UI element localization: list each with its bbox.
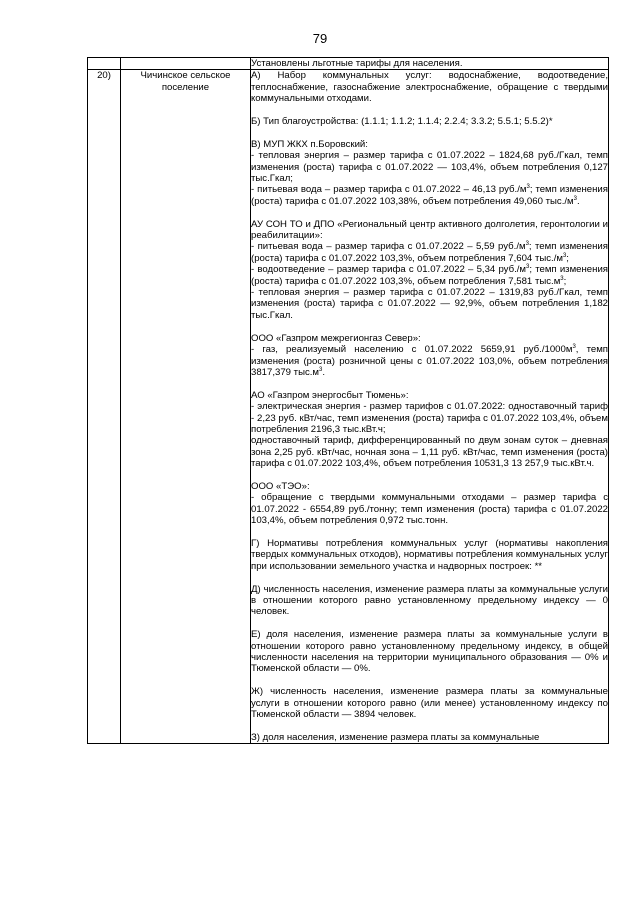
paragraph: - газ, реализуемый населению с 01.07.2022 5659,91 $руб./1000м^3$, темп изменения (роста) розничной цены с 01.07.2022 103,0%, объем потребления 3817,379 $тыс.м^3$.	[251, 343, 609, 378]
tariff-table	[87, 57, 609, 744]
paragraph-gap	[251, 378, 608, 389]
continuation-text: Установлены льготные тарифы для населения.	[251, 58, 463, 69]
details-blocks	[251, 70, 608, 743]
paragraph-gap	[251, 527, 608, 538]
paragraph: - тепловая энергия – размер тарифа с 01.07.2022 – 1319,83 руб./Гкал, темп изменения (роста) тарифа с 01.07.2022 — 92,9%, объем потребления 1,182 тыс.Гкал.	[251, 287, 608, 321]
row-number: 20)	[88, 70, 121, 744]
table-row-continuation	[88, 58, 609, 70]
paragraph: - электрическая энергия - размер тарифов с 01.07.2022: одноставочный тариф - 2,23 руб. кВт/час, темп изменения (роста) тарифа с 01.07.2022 103,4%, объем потребления 2196,3 тыс.кВт.ч;	[251, 401, 608, 435]
paragraph-gap	[251, 207, 608, 218]
paragraph: Ж) численность населения, изменение размера платы за коммунальные услуги в отношении которого равно (или менее) установленному индексу по Тюменской области — 3894 человек.	[251, 686, 608, 720]
table-row-settlement	[88, 70, 609, 744]
paragraph: Д) численность населения, изменение размера платы за коммунальные услуги в отношении которого равно установленному предельному индексу — 0 человек.	[251, 583, 608, 618]
settlement-name: Чичинское сельское поселение	[121, 70, 251, 744]
paragraph: З) доля населения, изменение размера платы за коммунальные	[251, 731, 540, 743]
paragraph-gap	[251, 127, 608, 138]
paragraph-gap	[251, 321, 608, 332]
page-number: 79	[312, 31, 328, 46]
paragraph-gap	[251, 720, 608, 731]
paragraph: одноставочный тариф, дифференцированный по двум зонам суток – дневная зона 2,25 руб. кВт/час, ночная зона – 1,11 руб. кВт/час, темп изменения (роста) тарифа с 01.07.2022 103,4%, объем потребления 10531,3 13 257,9 тыс.кВт.ч.	[251, 435, 608, 470]
text-cell	[251, 58, 609, 70]
paragraph: А) Набор коммунальных услуг: водоснабжение, водоотведение, теплоснабжение, газоснабжение электроснабжение, обращение с твердыми коммунальными отходами.	[251, 70, 608, 105]
paragraph: - тепловая энергия – размер тарифа с 01.07.2022 – 1824,68 руб./Гкал, темп изменения (роста) тарифа с 01.07.2022 — 103,4%, объем потребления 0,127 тыс.Гкал;	[251, 150, 608, 185]
paragraph: В) МУП ЖКХ п.Боровский:	[251, 138, 368, 150]
paragraph: АО «Газпром энергосбыт Тюмень»:	[251, 389, 409, 401]
paragraph: ООО «ТЭО»:	[251, 480, 310, 492]
paragraph: АУ СОН ТО и ДПО «Региональный центр активного долголетия, геронтологии и реабилитации»:	[251, 218, 608, 242]
paragraph-gap	[251, 572, 608, 583]
paragraph: - питьевая вода – размер тарифа с 01.07.2022 – 5,59 $руб./м^3$; темп изменения (роста) тарифа с 01.07.2022 103,3%, объем потребления 7,604 $тыс./м^3$;	[251, 241, 608, 264]
paragraph: - питьевая вода – размер тарифа с 01.07.2022 – 46,13 $руб./м^3$; темп изменения (роста) тарифа с 01.07.2022 103,38%, объем потребления 49,060 $тыс./м^3$.	[251, 184, 608, 207]
paragraph-gap	[251, 618, 608, 629]
paragraph-gap	[251, 105, 608, 116]
details-cell	[251, 70, 609, 744]
paragraph: Б) Тип благоустройства: (1.1.1; 1.1.2; 1.1.4; 2.2.4; 3.3.2; 5.5.1; 5.5.2)*	[251, 116, 553, 128]
paragraph: ООО «Газпром межрегионгаз Север»:	[251, 332, 421, 344]
settlement-cell	[121, 58, 251, 70]
paragraph: - обращение с твердыми коммунальными отходами – размер тарифа с 01.07.2022 - 6554,89 руб./тонну; темп изменения (роста) тарифа с 01.07.2022 103,4%, объем потребления 0,972 тыс.тонн.	[251, 492, 608, 527]
paragraph: - водоотведение – размер тарифа с 01.07.2022 – 5,34 $руб./м^3$; темп изменения (роста) тарифа с 01.07.2022 103,3%, объем потребления 7,581 $тыс.м^3$;	[251, 264, 608, 287]
paragraph-gap	[251, 470, 608, 481]
paragraph: Г) Нормативы потребления коммунальных услуг (нормативы накопления твердых коммунальных отходов), нормативы потребления коммунальных услуг при использовании земельного участка и надворных построек: **	[251, 537, 608, 572]
paragraph: Е) доля населения, изменение размера платы за коммунальные услуги в отношении которого равно установленному предельному индексу, в общей численности населения на территории муниципального образования — 0% и Тюменской области — 0%.	[251, 629, 608, 675]
paragraph-gap	[251, 675, 608, 686]
number-cell	[88, 58, 121, 70]
